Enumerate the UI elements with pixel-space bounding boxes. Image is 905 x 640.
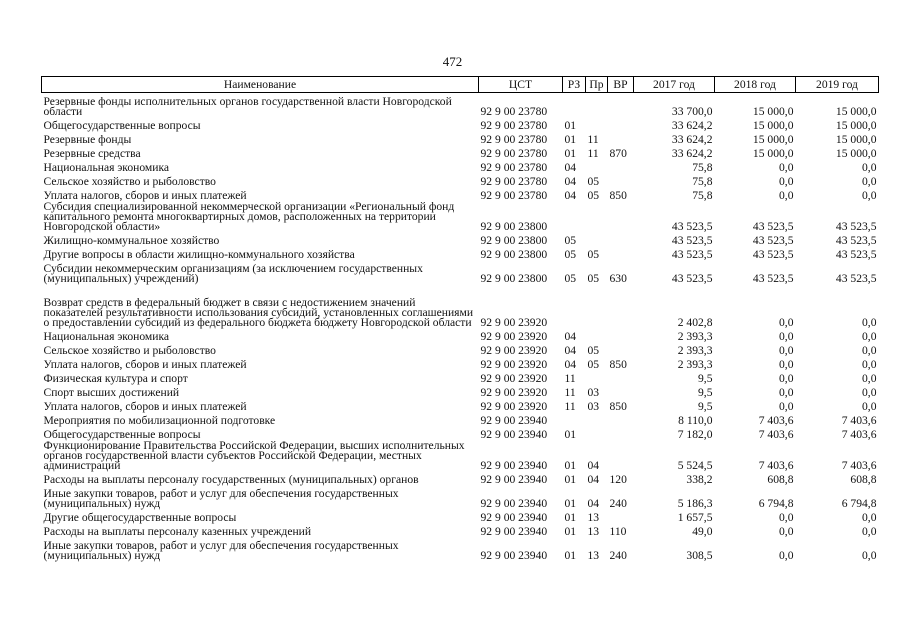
table-row (42, 471, 879, 485)
cell-2019: 0,0 (862, 161, 877, 174)
cell-cst: 92 9 00 23780 (480, 147, 548, 160)
cell-2019: 0,0 (862, 175, 877, 188)
cell-cst: 92 9 00 23800 (480, 234, 548, 247)
cell-rz: 01 (564, 497, 577, 510)
cell-2019: 15 000,0 (835, 133, 877, 146)
cell-name: Иные закупки товаров, работ и услуг для обеспечения государственных (муниципальных) нужд (43, 539, 399, 562)
cell-2017: 33 624,2 (671, 147, 713, 160)
cell-rz: 05 (564, 248, 577, 261)
cell-pr: 05 (587, 344, 600, 357)
cell-vr: 850 (609, 358, 627, 371)
cell-rz: 05 (564, 234, 577, 247)
cell-cst: 92 9 00 23920 (480, 386, 548, 399)
cell-vr (608, 370, 634, 384)
cell-vr: 120 (609, 473, 627, 486)
table-row (42, 173, 879, 187)
cell-2017: 2 393,3 (677, 330, 713, 343)
cell-vr: 850 (609, 400, 627, 413)
cell-pr (586, 201, 608, 232)
cell-rz: 11 (564, 400, 576, 413)
cell-2019: 0,0 (862, 358, 877, 371)
cell-vr (608, 384, 634, 398)
cell-2017: 43 523,5 (671, 220, 713, 233)
cell-rz (563, 93, 586, 118)
cell-vr: 850 (609, 189, 627, 202)
cell-2019: 7 403,6 (841, 414, 877, 427)
cell-name: Уплата налогов, сборов и иных платежей (43, 189, 247, 202)
table-row (42, 356, 879, 370)
cell-2018: 43 523,5 (752, 272, 794, 285)
cell-vr (608, 342, 634, 356)
cell-name: Спорт высших достижений (43, 386, 180, 399)
cell-2017: 75,8 (692, 175, 713, 188)
cell-2018: 43 523,5 (752, 234, 794, 247)
cell-2019: 43 523,5 (835, 234, 877, 247)
cell-vr: 110 (609, 525, 627, 538)
table-row (42, 260, 879, 284)
cell-2018: 0,0 (779, 386, 794, 399)
table-row (42, 187, 879, 201)
cell-2018: 15 000,0 (752, 119, 794, 132)
cell-vr (608, 412, 634, 426)
cell-2017: 9,5 (698, 400, 713, 413)
cell-name: Сельское хозяйство и рыболовство (43, 175, 216, 188)
cell-2018: 0,0 (779, 316, 794, 329)
cell-vr (608, 232, 634, 246)
cell-2019: 0,0 (862, 330, 877, 343)
cell-rz: 01 (564, 459, 577, 472)
table-body (42, 93, 879, 562)
cell-cst: 92 9 00 23800 (480, 220, 548, 233)
cell-cst: 92 9 00 23920 (480, 330, 548, 343)
cell-pr (586, 93, 608, 118)
table-row (42, 370, 879, 384)
cell-2018: 0,0 (779, 330, 794, 343)
cell-cst: 92 9 00 23940 (480, 549, 548, 562)
cell-cst: 92 9 00 23920 (480, 316, 548, 329)
cell-2019: 0,0 (862, 372, 877, 385)
cell-2017: 75,8 (692, 161, 713, 174)
table-row (42, 328, 879, 342)
cell-vr (608, 131, 634, 145)
column-header-name: Наименование (42, 77, 479, 93)
cell-name: Уплата налогов, сборов и иных платежей (43, 400, 247, 413)
cell-pr: 05 (587, 272, 600, 285)
table-row (42, 246, 879, 260)
cell-rz: 01 (564, 119, 577, 132)
cell-2018: 0,0 (779, 175, 794, 188)
cell-rz: 04 (564, 330, 577, 343)
cell-name: Расходы на выплаты персоналу государственных (муниципальных) органов (43, 473, 419, 486)
cell-2017: 9,5 (698, 372, 713, 385)
cell-2018: 0,0 (779, 525, 794, 538)
budget-table (41, 76, 879, 561)
cell-2019: 0,0 (862, 189, 877, 202)
cell-rz (563, 284, 586, 328)
cell-2017: 33 624,2 (671, 133, 713, 146)
table-row (42, 412, 879, 426)
cell-rz: 01 (564, 511, 577, 524)
cell-pr (586, 159, 608, 173)
cell-rz: 01 (564, 428, 577, 441)
table-row (42, 284, 879, 328)
cell-rz: 04 (564, 189, 577, 202)
cell-name: Общегосударственные вопросы (43, 119, 201, 132)
cell-2017: 2 402,8 (677, 316, 713, 329)
cell-cst: 92 9 00 23940 (480, 525, 548, 538)
table-row (42, 537, 879, 561)
cell-rz: 01 (564, 147, 577, 160)
cell-name: Резервные средства (43, 147, 141, 160)
cell-rz: 11 (564, 386, 576, 399)
cell-name: Национальная экономика (43, 161, 170, 174)
cell-vr (608, 284, 634, 328)
cell-vr (608, 159, 634, 173)
cell-name: Резервные фонды исполнительных органов государственной власти Новгородской области (43, 95, 452, 118)
cell-2017: 5 524,5 (677, 459, 713, 472)
cell-2017: 308,5 (686, 549, 713, 562)
cell-pr: 03 (587, 386, 600, 399)
cell-name: Уплата налогов, сборов и иных платежей (43, 358, 247, 371)
cell-cst: 92 9 00 23780 (480, 119, 548, 132)
table-row (42, 426, 879, 440)
cell-name: Общегосударственные вопросы (43, 428, 201, 441)
cell-pr: 04 (587, 459, 600, 472)
cell-cst: 92 9 00 23780 (480, 161, 548, 174)
cell-2019: 0,0 (862, 400, 877, 413)
cell-cst: 92 9 00 23800 (480, 248, 548, 261)
cell-vr (608, 201, 634, 232)
cell-2018: 0,0 (779, 344, 794, 357)
cell-vr (608, 328, 634, 342)
column-header-cst: ЦСТ (479, 77, 563, 93)
cell-pr: 13 (587, 525, 600, 538)
cell-2017: 43 523,5 (671, 248, 713, 261)
cell-2018: 0,0 (779, 372, 794, 385)
page-number: 472 (442, 54, 463, 69)
cell-name: Физическая культура и спорт (43, 372, 188, 385)
table-row (42, 440, 879, 471)
cell-2019: 0,0 (862, 386, 877, 399)
cell-pr: 05 (587, 248, 600, 261)
table-row (42, 342, 879, 356)
table-row (42, 159, 879, 173)
cell-2018: 0,0 (779, 189, 794, 202)
cell-vr (608, 246, 634, 260)
cell-2017: 43 523,5 (671, 234, 713, 247)
cell-pr: 11 (587, 147, 599, 160)
cell-2018: 7 403,6 (758, 428, 794, 441)
cell-name: Другие вопросы в области жилищно-коммунального хозяйства (43, 248, 355, 261)
cell-pr: 11 (587, 133, 599, 146)
table-row (42, 523, 879, 537)
column-header-2017: 2017 год (634, 77, 715, 93)
cell-rz: 11 (564, 372, 576, 385)
cell-name: Иные закупки товаров, работ и услуг для обеспечения государственных (муниципальных) нужд (43, 487, 399, 510)
cell-2018: 6 794,8 (758, 497, 794, 510)
table-row (42, 384, 879, 398)
cell-name: Возврат средств в федеральный бюджет в связи с недостижением значений показателей результативности использования субсидий, установленных соглашениями о предоставлении субсидий из федерального бюджета бюджету Новгородской области (43, 296, 474, 329)
cell-cst: 92 9 00 23940 (480, 511, 548, 524)
cell-2018: 7 403,6 (758, 414, 794, 427)
cell-2017: 8 110,0 (678, 414, 713, 427)
cell-vr (608, 93, 634, 118)
cell-name: Сельское хозяйство и рыболовство (43, 344, 216, 357)
cell-cst: 92 9 00 23780 (480, 133, 548, 146)
cell-2018: 0,0 (779, 400, 794, 413)
cell-pr (586, 328, 608, 342)
column-header-rz: РЗ (563, 77, 586, 93)
cell-rz: 01 (564, 549, 577, 562)
cell-cst: 92 9 00 23920 (480, 372, 548, 385)
cell-rz: 01 (564, 525, 577, 538)
cell-2019: 15 000,0 (835, 147, 877, 160)
cell-2018: 15 000,0 (752, 105, 794, 118)
cell-vr (608, 173, 634, 187)
table-row (42, 232, 879, 246)
cell-rz: 04 (564, 161, 577, 174)
cell-rz: 04 (564, 358, 577, 371)
cell-name: Субсидия специализированной некоммерческой организации «Региональный фонд капитального ремонта многоквартирных домов, расположенных на территории Новгородской области» (43, 200, 455, 233)
cell-2017: 49,0 (692, 525, 713, 538)
cell-pr (586, 412, 608, 426)
cell-cst: 92 9 00 23940 (480, 497, 548, 510)
cell-name: Субсидии некоммерческим организациям (за исключением государственных (муниципальных) учреждений) (43, 262, 423, 285)
table-row (42, 131, 879, 145)
cell-2019: 0,0 (862, 525, 877, 538)
column-header-pr: Пр (586, 77, 608, 93)
table-row (42, 485, 879, 509)
cell-rz: 04 (564, 344, 577, 357)
cell-2018: 608,8 (767, 473, 794, 486)
cell-vr: 630 (609, 272, 627, 285)
cell-rz: 01 (564, 133, 577, 146)
cell-cst: 92 9 00 23940 (480, 428, 548, 441)
table-row (42, 509, 879, 523)
cell-2017: 33 624,2 (671, 119, 713, 132)
cell-2019: 7 403,6 (841, 428, 877, 441)
cell-name: Мероприятия по мобилизационной подготовке (43, 414, 276, 427)
cell-pr (586, 370, 608, 384)
cell-2017: 33 700,0 (671, 105, 713, 118)
cell-2017: 1 657,5 (677, 511, 713, 524)
cell-name: Жилищно-коммунальное хозяйство (43, 234, 220, 247)
cell-pr: 03 (587, 400, 600, 413)
cell-vr: 870 (609, 147, 627, 160)
cell-2017: 2 393,3 (677, 344, 713, 357)
cell-cst: 92 9 00 23780 (480, 105, 548, 118)
cell-rz (563, 412, 586, 426)
cell-cst: 92 9 00 23920 (480, 400, 548, 413)
cell-2018: 43 523,5 (752, 248, 794, 261)
cell-pr (586, 232, 608, 246)
cell-2017: 5 186,3 (677, 497, 713, 510)
cell-2017: 2 393,3 (677, 358, 713, 371)
table-row (42, 398, 879, 412)
cell-2018: 0,0 (779, 161, 794, 174)
cell-2019: 15 000,0 (835, 119, 877, 132)
cell-cst: 92 9 00 23780 (480, 189, 548, 202)
table-row (42, 93, 879, 118)
cell-vr (608, 440, 634, 471)
cell-2018: 43 523,5 (752, 220, 794, 233)
cell-2018: 15 000,0 (752, 147, 794, 160)
cell-rz: 05 (564, 272, 577, 285)
cell-pr: 05 (587, 358, 600, 371)
cell-2019: 43 523,5 (835, 272, 877, 285)
cell-vr: 240 (609, 497, 627, 510)
cell-pr (586, 117, 608, 131)
cell-cst: 92 9 00 23920 (480, 358, 548, 371)
cell-2018: 0,0 (779, 358, 794, 371)
cell-2019: 0,0 (862, 511, 877, 524)
cell-2018: 7 403,6 (758, 459, 794, 472)
cell-pr (586, 284, 608, 328)
cell-rz: 01 (564, 473, 577, 486)
cell-2018: 0,0 (779, 549, 794, 562)
cell-2019: 43 523,5 (835, 248, 877, 261)
column-header-vr: ВР (608, 77, 634, 93)
cell-pr (586, 426, 608, 440)
cell-2018: 15 000,0 (752, 133, 794, 146)
column-header-2018: 2018 год (715, 77, 796, 93)
cell-cst: 92 9 00 23940 (480, 414, 548, 427)
cell-name: Национальная экономика (43, 330, 170, 343)
cell-pr: 04 (587, 497, 600, 510)
table-row (42, 145, 879, 159)
cell-2019: 0,0 (862, 549, 877, 562)
cell-cst: 92 9 00 23920 (480, 344, 548, 357)
column-header-2019: 2019 год (796, 77, 879, 93)
cell-vr: 240 (609, 549, 627, 562)
cell-2019: 6 794,8 (841, 497, 877, 510)
cell-pr: 05 (587, 175, 600, 188)
cell-vr (608, 426, 634, 440)
cell-cst: 92 9 00 23940 (480, 473, 548, 486)
cell-vr (608, 509, 634, 523)
cell-name: Резервные фонды (43, 133, 132, 146)
cell-2017: 9,5 (698, 386, 713, 399)
cell-2019: 608,8 (850, 473, 877, 486)
cell-2019: 7 403,6 (841, 459, 877, 472)
cell-vr (608, 117, 634, 131)
cell-cst: 92 9 00 23780 (480, 175, 548, 188)
cell-name: Другие общегосударственные вопросы (43, 511, 237, 524)
cell-2019: 0,0 (862, 344, 877, 357)
cell-2017: 43 523,5 (671, 272, 713, 285)
cell-name: Расходы на выплаты персоналу казенных учреждений (43, 525, 312, 538)
cell-pr: 05 (587, 189, 600, 202)
cell-rz: 04 (564, 175, 577, 188)
cell-cst: 92 9 00 23940 (480, 459, 548, 472)
cell-2019: 15 000,0 (835, 105, 877, 118)
cell-pr: 13 (587, 511, 600, 524)
cell-name: Функционирование Правительства Российской Федерации, высших исполнительных органов государственной власти субъектов Российской Федерации, местных администраций (43, 439, 465, 472)
cell-2018: 0,0 (779, 511, 794, 524)
table-header (42, 77, 879, 93)
cell-2019: 0,0 (862, 316, 877, 329)
cell-2017: 7 182,0 (677, 428, 713, 441)
cell-rz (563, 201, 586, 232)
cell-pr: 04 (587, 473, 600, 486)
cell-cst: 92 9 00 23800 (480, 272, 548, 285)
cell-pr: 13 (587, 549, 600, 562)
table-row (42, 201, 879, 232)
cell-2019: 43 523,5 (835, 220, 877, 233)
table-row (42, 117, 879, 131)
cell-2017: 75,8 (692, 189, 713, 202)
cell-2017: 338,2 (686, 473, 713, 486)
